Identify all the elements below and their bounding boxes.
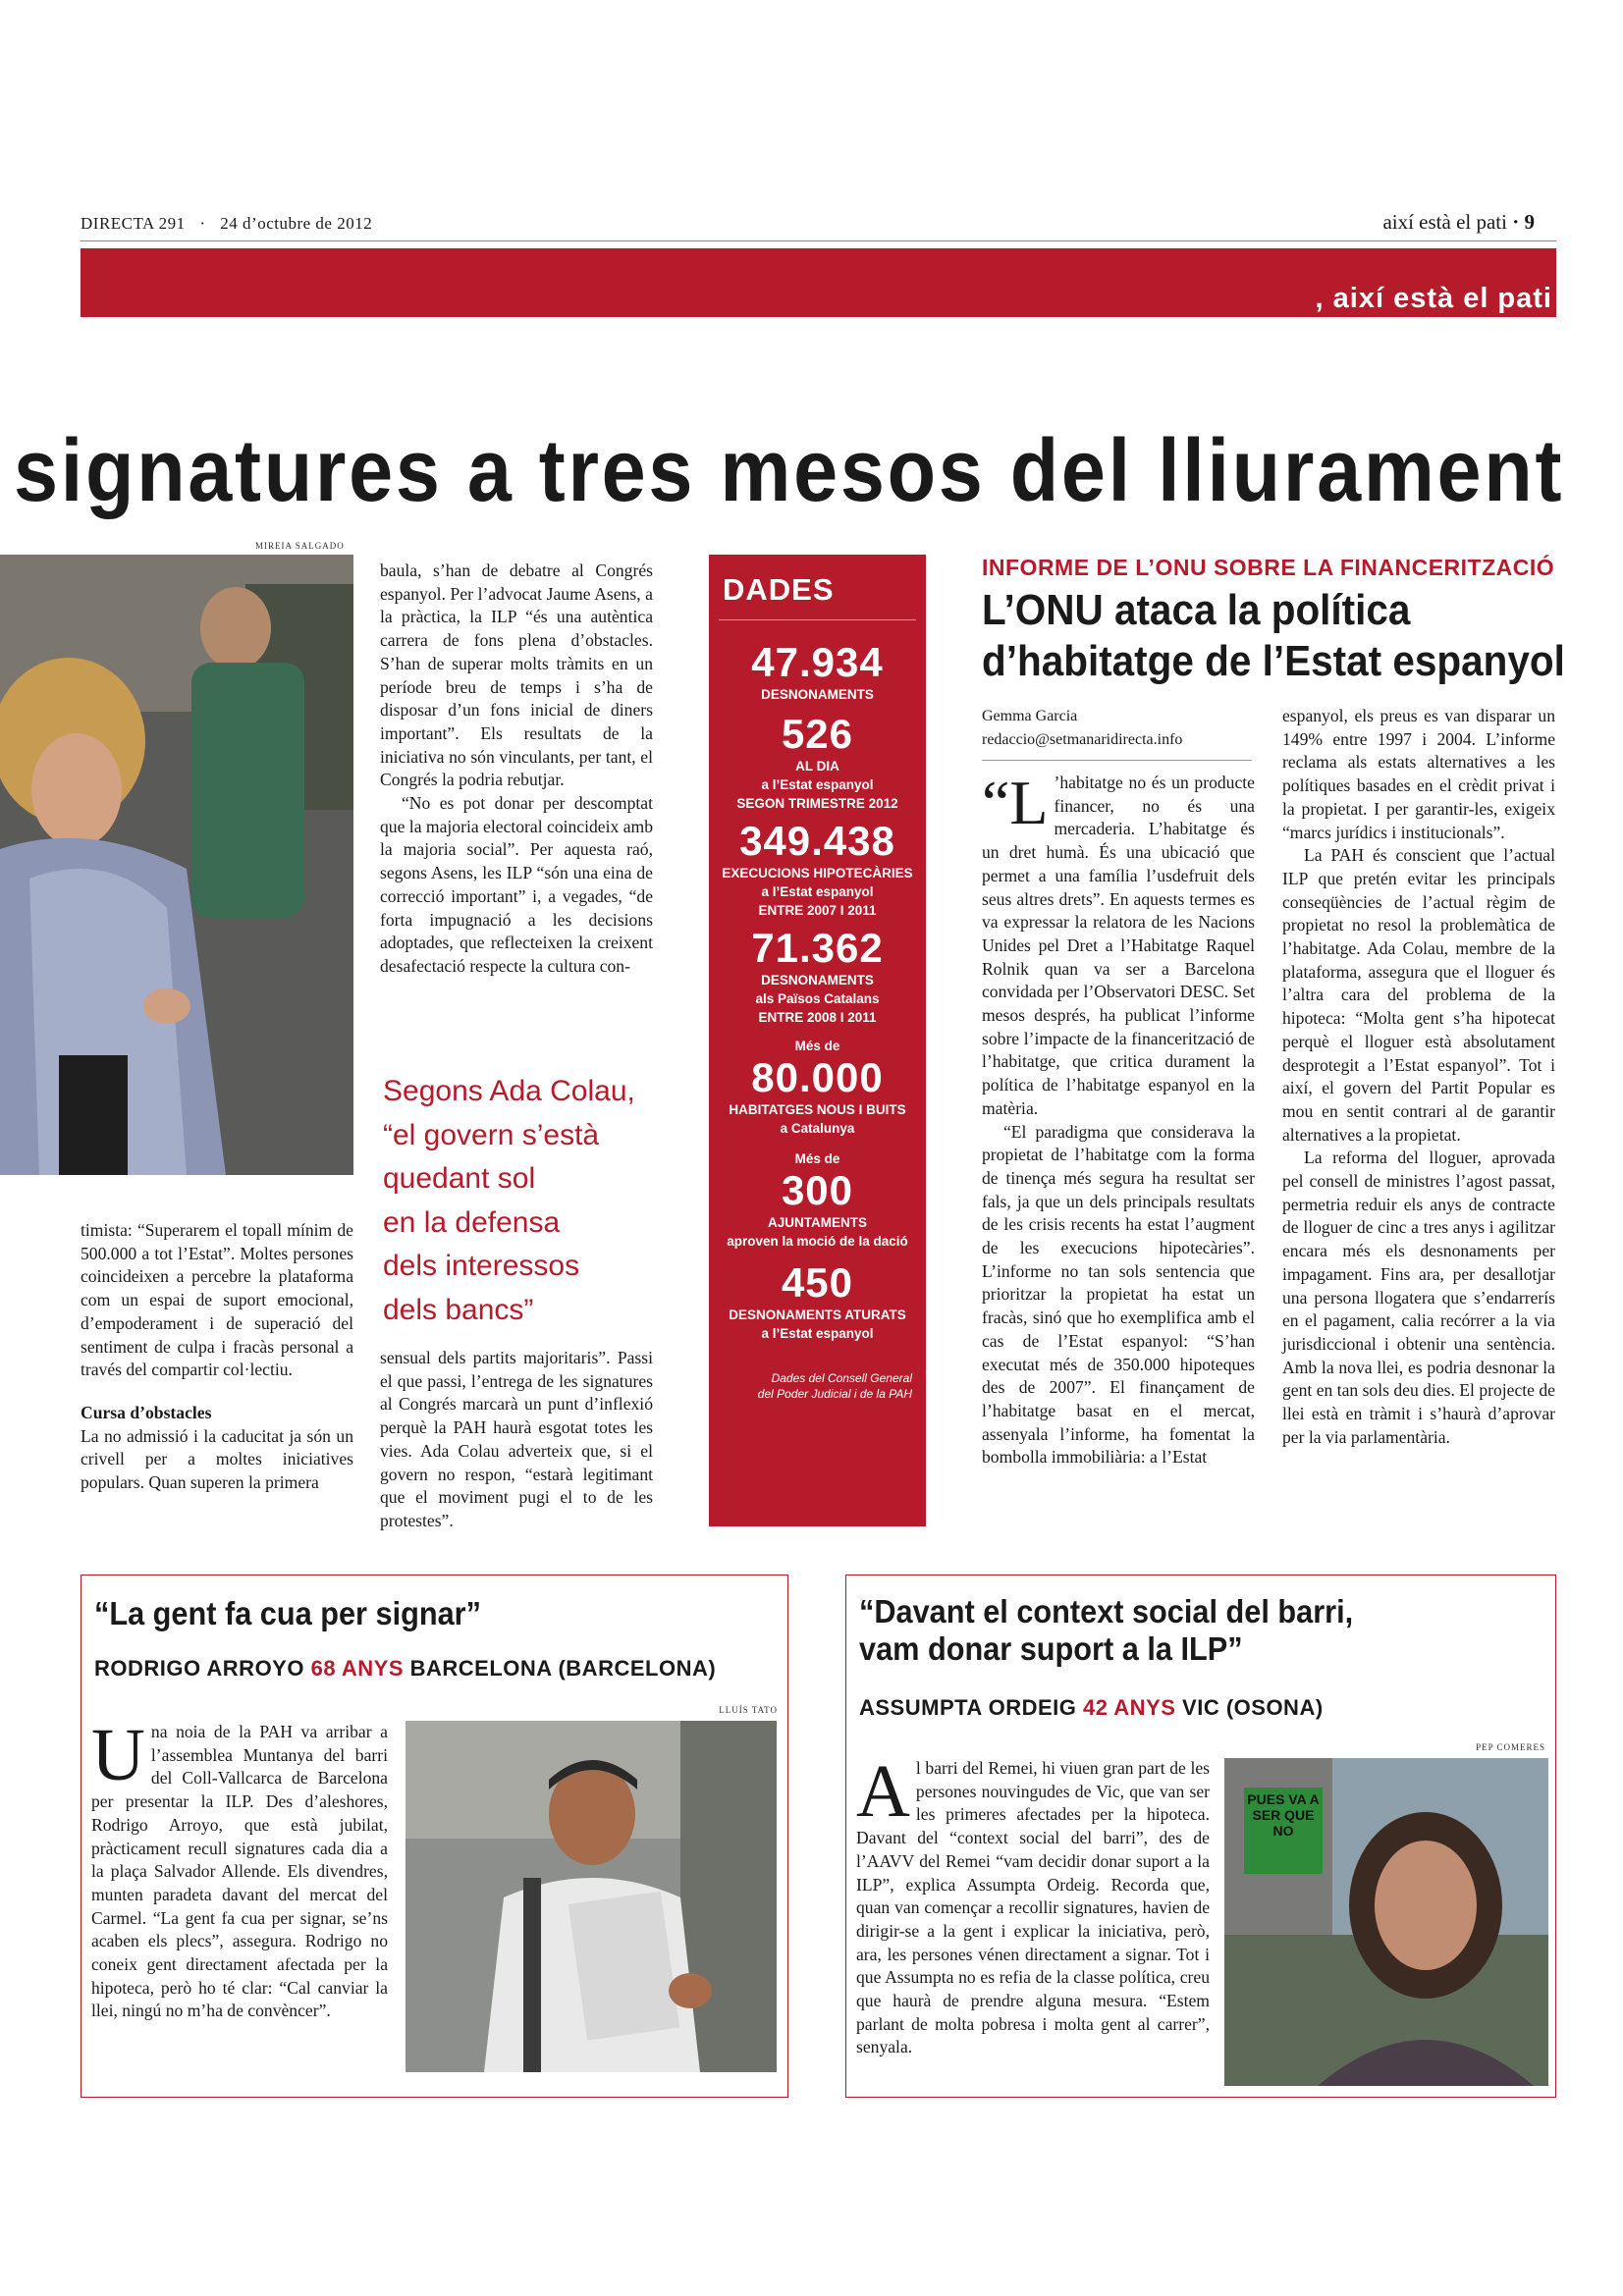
header-rule — [81, 240, 1556, 241]
pullquote-line: Segons Ada Colau, — [383, 1075, 635, 1107]
dades-item — [709, 1037, 926, 1138]
onu-paragraph: “El paradigma que considerava la propietat de l’habitatge com la forma de tinença més segura ha resultat ser fals, ja que un dels principals resultats de les crisis recents ha estat l’augment de les execucions hipotecàries”. L’informe no tan sols sentencia que prioritzar la propietat ha estat un fracàs, sinó que ho exemplifica amb el cas de l’Estat espanyol: “S’han executat més de 350.000 hipoteques des de 2007”. El finançament de l’habitatge basat en el mercat, assenyala l’informe, ha fomentat la bombolla immobiliària: a l’Estat — [982, 1121, 1255, 1468]
section-name: així està el pati — [1382, 210, 1507, 234]
dades-label: ENTRE 2007 I 2011 — [758, 903, 877, 918]
photo-credit: LLUÍS TATO — [719, 1705, 778, 1715]
issue-date: 24 d’octubre de 2012 — [220, 214, 373, 233]
dades-item — [709, 1260, 926, 1343]
woman-photo — [0, 555, 353, 1175]
dades-label: aproven la moció de la dació — [727, 1234, 908, 1249]
profile-text — [91, 1714, 388, 2023]
issue-number: DIRECTA 291 — [81, 214, 186, 233]
rodrigo-photo-illustration — [406, 1721, 777, 2072]
profile-name: RODRIGO ARROYO — [94, 1656, 304, 1681]
article-paragraph: sensual dels partits majoritaris”. Passi el que passi, l’entrega de les signatures al Congrés marcarà un punt d’inflexió perquè la PAH haurà esgotat totes les vies. Ada Colau adverteix que, si el govern no respon, “estarà legitimant que el moviment pugi el to de les protestes”. — [380, 1348, 653, 1530]
pullquote-line: dels interessos — [383, 1250, 580, 1282]
profile-paragraph — [856, 1750, 1210, 2059]
dades-box — [709, 555, 926, 1526]
issue-separator: · — [199, 214, 206, 233]
profile-name-line — [859, 1695, 1324, 1721]
photo-credit: PEP COMERES — [1476, 1742, 1545, 1752]
profile-box-assumpta — [845, 1575, 1556, 2098]
pullquote-line: en la defensa — [383, 1205, 561, 1239]
profile-name-line — [94, 1656, 716, 1682]
dades-label: a l’Estat espanyol — [761, 777, 874, 792]
dades-source-line: Dades del Consell General — [771, 1371, 912, 1385]
profile-quote-title-line: “Davant el context social del barri, — [859, 1593, 1354, 1629]
profile-name: ASSUMPTA ORDEIG — [859, 1695, 1077, 1720]
protest-sign-text: PUES VA A SER QUE NO — [1247, 1791, 1320, 1839]
section-banner — [81, 248, 1556, 317]
profile-quote-title: “La gent fa cua per signar” — [94, 1595, 481, 1631]
article-col1 — [81, 1219, 353, 1495]
article-paragraph: baula, s’han de debatre al Congrés espanyol. Per l’advocat Jaume Asens, a la pràctica, la ILP “és una autèntica carrera de fons plena d’obstacles. S’han de superar molts tràmits en un període breu de temps i s’ha de disposar d’un fons inicial de diners important”. Els resultats de la iniciativa no són vinculants, per tant, el Congrés la podria rebutjar. — [380, 561, 653, 790]
article-paragraph: La no admissió i la caducitat ja són un crivell per a moltes iniciatives populars. Quan superen la primera — [81, 1425, 353, 1493]
page-number: · 9 — [1512, 210, 1535, 234]
dades-number: 47.934 — [751, 639, 884, 685]
onu-paragraph: La PAH és conscient que l’actual ILP que pretén evitar les principals conseqüències de l’actual règim de propietat no resol la problemàtica de l’habitatge. Ada Colau, membre de la plataforma, assegura que el lloguer és l’altra cara del problema de la hipoteca: “Molta gent s’ha hipotecat perquè el lloguer està absolutament desprotegit a l’Estat espanyol”. Tot i així, el govern del Partit Popular es mou en sentit contrari al de garantir alternatives a la propietat. — [1282, 845, 1555, 1145]
section-label — [1382, 210, 1535, 235]
onu-title-line: L’ONU ataca la política — [982, 586, 1411, 634]
assumpta-photo — [1224, 1758, 1548, 2086]
dades-label: DESNONAMENTS — [761, 687, 874, 702]
onu-author: Gemma Garcia — [982, 708, 1078, 724]
article-paragraph: timista: “Superarem el topall mínim de 500.000 a tot l’Estat”. Moltes persones coincideixen a percebre la plataforma com un espai de suport emocional, d’empoderament i de superació del sentiment de culpa i fracàs personal a través del compartir col·lectiu. — [81, 1220, 353, 1380]
dades-number: 349.438 — [739, 818, 895, 864]
profile-place: BARCELONA (BARCELONA) — [409, 1656, 717, 1681]
dades-label: a l’Estat espanyol — [761, 884, 874, 899]
onu-paragraph — [982, 768, 1256, 1121]
profile-age: 42 ANYS — [1083, 1695, 1176, 1720]
byline-rule — [982, 760, 1252, 761]
onu-opening-quote: “L — [982, 768, 1049, 837]
onu-byline — [982, 705, 1252, 761]
dades-item — [709, 640, 926, 704]
article-col2-bottom — [380, 1347, 653, 1533]
profile-dropcap: A — [856, 1750, 910, 1833]
section-banner-text: , així està el pati — [1315, 283, 1552, 314]
dades-item — [709, 819, 926, 920]
dades-prefix: Més de — [794, 1151, 840, 1166]
dades-label: a Catalunya — [780, 1121, 855, 1136]
dades-prefix: Més de — [794, 1039, 840, 1053]
dades-title-rule — [719, 619, 916, 620]
dades-number: 80.000 — [751, 1054, 884, 1100]
onu-col1 — [982, 768, 1256, 1469]
dades-title: DADES — [723, 572, 835, 607]
onu-kicker: INFORME DE L’ONU SOBRE LA FINANCERITZACIÓ — [982, 555, 1555, 580]
dades-number: 526 — [781, 711, 854, 757]
dades-number: 71.362 — [751, 925, 884, 971]
onu-title — [982, 585, 1565, 687]
dades-source — [709, 1370, 926, 1402]
onu-title-line: d’habitatge de l’Estat espanyol — [982, 637, 1565, 685]
dades-label: AJUNTAMENTS — [768, 1215, 867, 1230]
article-paragraph: “No es pot donar per descomptat que la majoria electoral coincideix amb la majoria social”. Per aquesta raó, segons Asens, les ILP “són una eina de correcció important” i, a vegades, “de forta impugnació a les decisions adoptades, que reflecteixen la creixent desafectació respecte la cultura con- — [380, 793, 653, 976]
photo-credit: MIREIA SALGADO — [255, 541, 345, 551]
pullquote — [383, 1070, 663, 1332]
profile-place: VIC (OSONA) — [1182, 1695, 1324, 1720]
dades-item — [709, 1149, 926, 1251]
profile-quote-title — [859, 1593, 1353, 1668]
article-subhead: Cursa d’obstacles — [81, 1402, 212, 1422]
profile-text — [856, 1750, 1210, 2059]
dades-number: 300 — [781, 1167, 854, 1213]
pullquote-line: “el govern s’està — [383, 1118, 600, 1151]
dades-item — [709, 926, 926, 1027]
profile-quote-title-line: vam donar suport a la ILP” — [859, 1630, 1243, 1667]
onu-lead-text: ’habitatge no és un producte financer, no és una mercaderia. L’habitatge és un dret humà. És una ubicació que permet a una família l’usdefruit dels seus altres drets”. En aquests termes es va expressar la relatora de les Nacions Unides pel Dret a l’Habitatge Raquel Rolnik quan va ser a Barcelona convidada per l’Observatori DESC. Set mesos després, ha publicat l’informe sobre l’impacte de la financerització de l’habitatge, que critica durament la política de l’habitatge espanyol en la matèria. — [982, 773, 1256, 1118]
onu-col2 — [1282, 705, 1555, 1450]
article-col2-top — [380, 560, 653, 979]
dades-label: ENTRE 2008 I 2011 — [758, 1010, 877, 1025]
dades-source-line: del Poder Judicial i de la PAH — [757, 1387, 912, 1401]
dades-number: 450 — [781, 1259, 854, 1306]
dades-item — [709, 712, 926, 813]
dades-label: EXECUCIONS HIPOTECÀRIES — [722, 866, 913, 881]
onu-paragraph: La reforma del lloguer, aprovada pel consell de ministres l’agost passat, permetria reduir els anys de contracte de lloguer de cinc a tres anys i agilitzar encara més els desnonaments per impagament. Fins ara, per desallotjar una persona llogatera que s’endarrerís en el pagament, calia recórrer a la via jurisdiccional i obtenir una sentència. Amb la nova llei, es podria desnonar la gent en tan sols deu dies. El projecte de llei està en tràmit i s’haurà d’aprovar per la via parlamentària. — [1282, 1148, 1555, 1447]
woman-photo-illustration — [0, 555, 353, 1175]
dades-label: HABITATGES NOUS I BUITS — [729, 1102, 906, 1117]
onu-email: redaccio@setmanaridirecta.info — [982, 731, 1183, 748]
dades-label: AL DIA — [795, 759, 839, 774]
profile-dropcap: U — [91, 1714, 145, 1796]
issue-line — [81, 214, 372, 234]
profile-body: l barri del Remei, hi viuen gran part de les persones nouvingudes de Vic, que van ser les primeres afectades per la hipoteca. Davant del “context social del barri”, des de l’AAVV del Remei “vam decidir donar suport a la ILP”, explica Assumpta Ordeig. Recorda que, quan van començar a recollir signatures, havien de dirigir-se a la gent i explicar la iniciativa, però, ara, les persones vénen directament a signar. Tot i que Assumpta no es refia de la classe política, creu que haurà de prendre alguna mesura. “Estem parlant de molta pobresa i molta gent al carrer”, senyala. — [856, 1758, 1210, 2057]
dades-label: als Països Catalans — [755, 991, 880, 1006]
profile-body: na noia de la PAH va arribar a l’assemblea Muntanya del barri del Coll-Vallcarca de Barcelona per presentar la ILP. Des d’aleshores, Rodrigo Arroyo, que està jubilat, pràcticament recull signatures cada dia a la plaça Salvador Allende. Els divendres, munten paradeta davant del mercat del Carmel. “La gent fa cua per signar, se’ns acaben els plecs”, assegura. Rodrigo no coneix gent directament afectada per la hipoteca, però ho té clar: “Cal canviar la llei, ningú no m’ha de convèncer”. — [91, 1722, 388, 2021]
onu-paragraph: espanyol, els preus es van disparar un 149% entre 1997 i 2004. L’informe reclama als estats alternatives a les polítiques basades en el crèdit privat i la propietat. I per garantir-les, exigeix “marcs jurídics i institucionals”. — [1282, 706, 1555, 842]
dades-label: DESNONAMENTS ATURATS — [729, 1308, 906, 1322]
profile-age: 68 ANYS — [310, 1656, 404, 1681]
dades-label: SEGON TRIMESTRE 2012 — [736, 796, 898, 811]
pullquote-line: quedant sol — [383, 1162, 536, 1195]
profile-paragraph — [91, 1714, 388, 2023]
pullquote-line: dels bancs” — [383, 1293, 534, 1326]
dades-label: a l’Estat espanyol — [761, 1326, 874, 1341]
rodrigo-photo — [406, 1721, 777, 2072]
headline: signatures a tres mesos del lliurament — [14, 422, 1565, 520]
profile-box-rodrigo — [81, 1575, 788, 2098]
dades-label: DESNONAMENTS — [761, 973, 874, 988]
